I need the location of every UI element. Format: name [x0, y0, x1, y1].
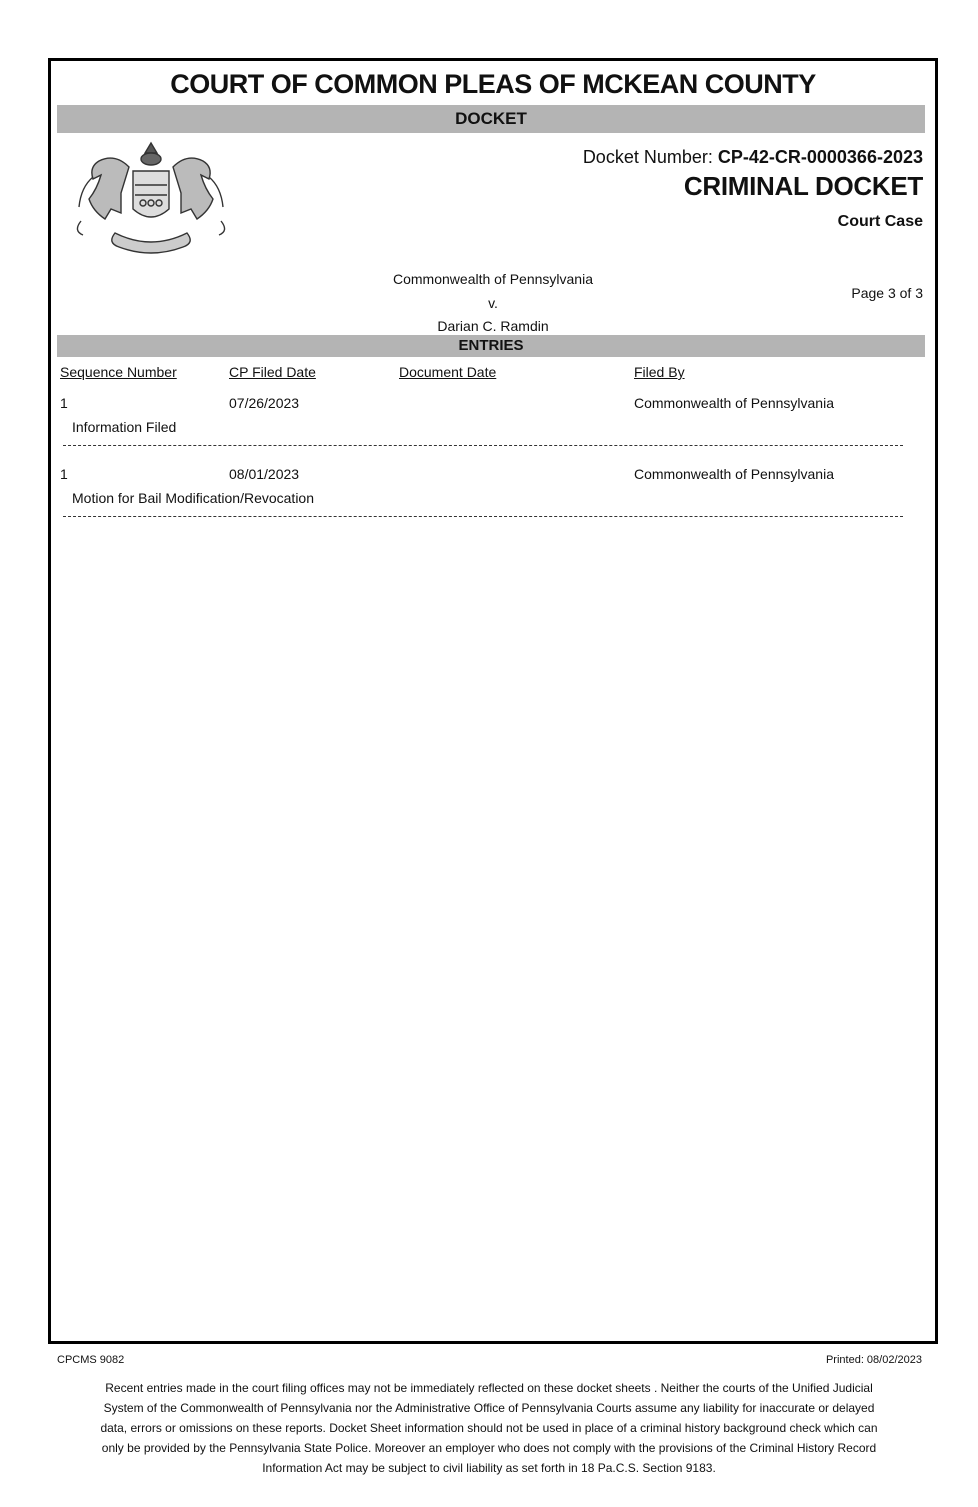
docket-number	[583, 147, 923, 168]
case-type: Court Case	[837, 213, 923, 230]
pennsylvania-coat-of-arms-icon	[63, 137, 239, 261]
column-filed-by: Filed By	[634, 364, 685, 380]
printed-date: Printed: 08/02/2023	[825, 1354, 922, 1366]
column-document-date: Document Date	[399, 364, 497, 380]
entry-filed-by: Commonwealth of Pennsylvania	[634, 395, 834, 411]
form-code: CPCMS 9082	[57, 1354, 125, 1366]
entry-cp-filed-date: 07/26/2023	[229, 395, 300, 411]
docket-number-value: CP-42-CR-0000366-2023	[717, 147, 923, 167]
entry-divider	[63, 445, 903, 446]
docket-bar: DOCKET	[57, 105, 925, 133]
page-indicator: Page 3 of 3	[851, 285, 923, 301]
court-title: COURT OF COMMON PLEAS OF MCKEAN COUNTY	[170, 69, 816, 99]
entry-divider	[63, 516, 903, 517]
entry-sequence: 1	[60, 466, 68, 482]
entry-filed-by: Commonwealth of Pennsylvania	[634, 466, 834, 482]
docket-type: CRIMINAL DOCKET	[683, 171, 923, 201]
entry-description: Motion for Bail Modification/Revocation	[72, 490, 315, 506]
entry-sequence: 1	[60, 395, 68, 411]
entry-description: Information Filed	[72, 419, 177, 435]
column-cp-filed-date: CP Filed Date	[229, 364, 316, 380]
plaintiff-name: Commonwealth of Pennsylvania	[393, 271, 593, 287]
column-sequence-number: Sequence Number	[60, 364, 177, 380]
entries-bar: ENTRIES	[57, 335, 925, 357]
defendant-name: Darian C. Ramdin	[437, 318, 549, 334]
docket-frame	[48, 58, 938, 1344]
disclaimer-text: Recent entries made in the court filing offices may not be immediately reflected on these docket sheets . Neither the courts of the Unified Judicial System of the Commonwealth of Pennsylvania nor the Administrative Office of Pennsylvania Courts assume any liability for inaccurate or delayed data, errors or omissions on these reports. Docket Sheet information should not be used in place of a criminal history background check which can only be provided by the Pennsylvania State Police. Moreover an employer who does not comply with the provisions of the Criminal History Record Information Act may be subject to civil liability as set forth in 18 Pa.C.S. Section 9183.	[100, 1381, 878, 1475]
docket-number-label: Docket Number:	[582, 147, 713, 167]
versus-label: v.	[488, 295, 498, 311]
entry-cp-filed-date: 08/01/2023	[229, 466, 300, 482]
